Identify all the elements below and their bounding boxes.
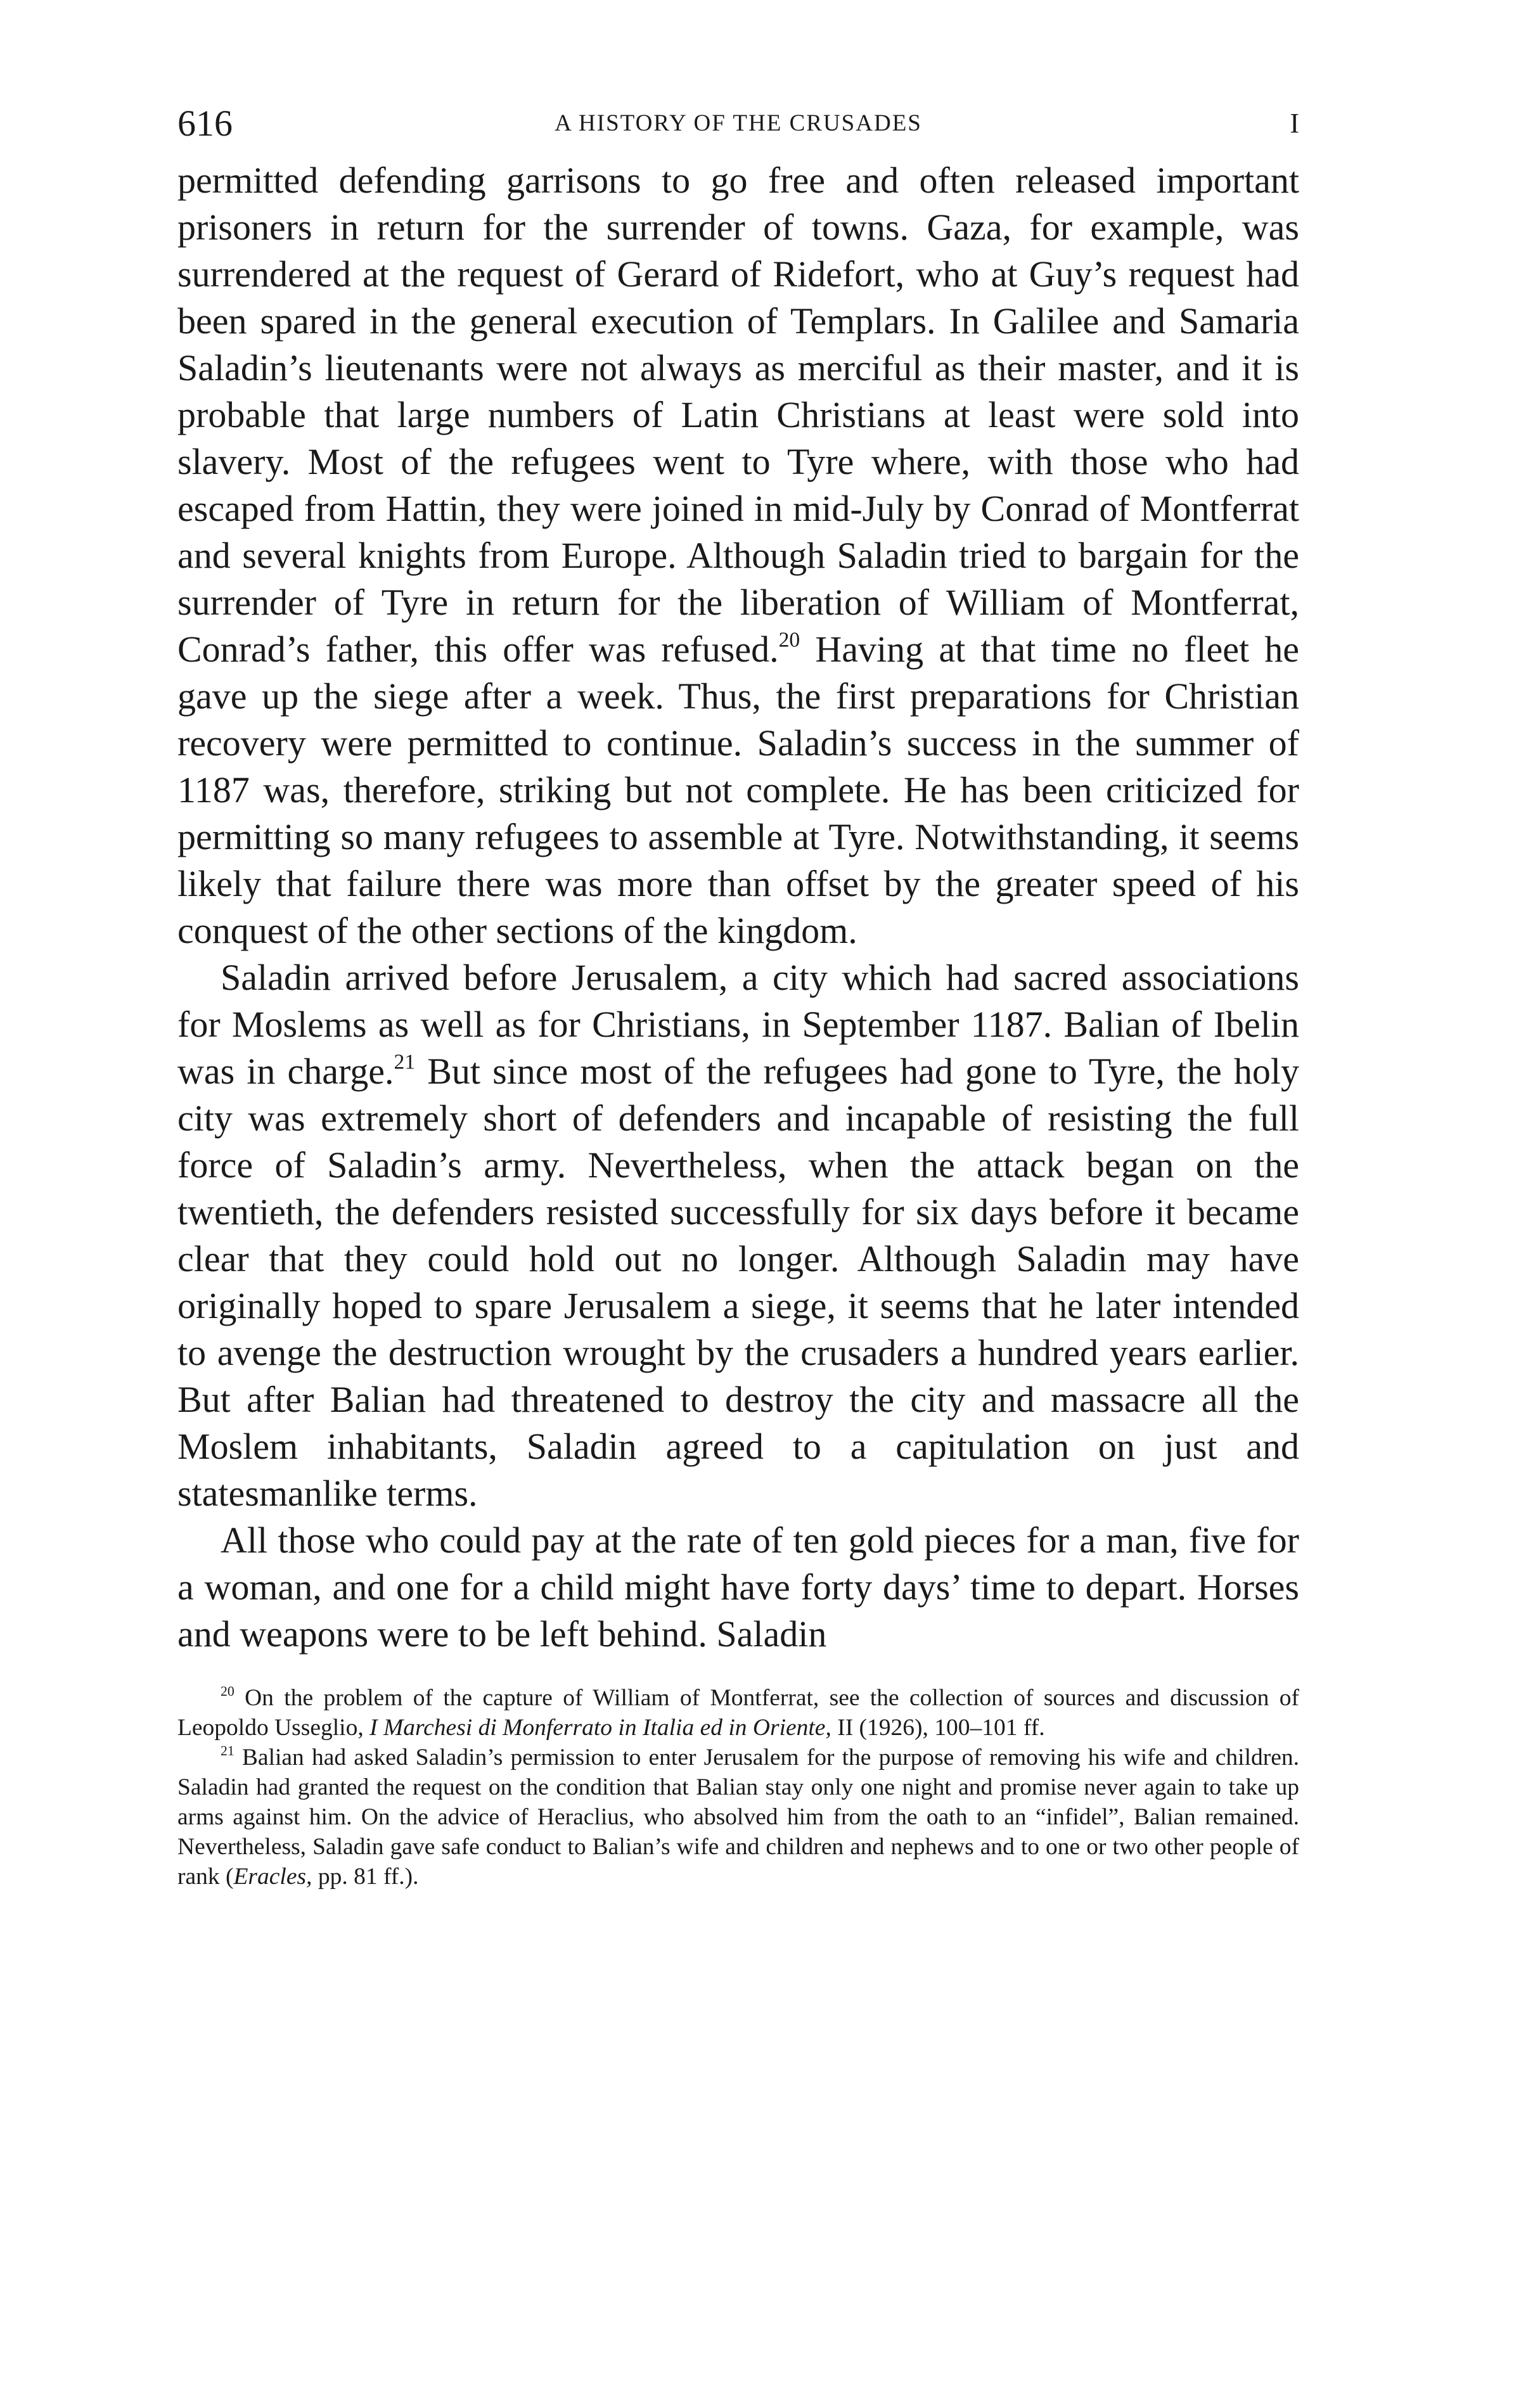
footnote-20-title: I Marchesi di Monferrato in Italia ed in Oriente, — [369, 1715, 831, 1741]
paragraph-1 — [177, 157, 1299, 954]
paragraph-3-text: All those who could pay at the rate of ten gold pieces for a man, five for a woman, and one for a child might have forty days’ time to depart. Horses and weapons were to be left behind. Saladin — [177, 1520, 1299, 1655]
paragraph-2 — [177, 954, 1299, 1517]
footnote-ref-21: 21 — [394, 1050, 416, 1074]
footnote-ref-20: 20 — [778, 628, 800, 652]
footnote-21 — [177, 1743, 1299, 1892]
footnotes — [177, 1683, 1299, 1892]
paragraph-2-text-b: But since most of the refugees had gone to Tyre, the holy city was extremely short of defenders and incapable of resisting the full force of Saladin’s army. Nevertheless, when the attack began on the twentieth, the defenders resisted successfully for six days before it became clear that they could hold out no longer. Although Saladin may have originally hoped to spare Jerusalem a siege, it seems that he later intended to avenge the destruction wrought by the crusaders a hundred years earlier. But after Balian had threatened to destroy the city and massacre all the Moslem inhabitants, Saladin agreed to a capitulation on just and statesmanlike terms. — [177, 1051, 1300, 1514]
running-head — [177, 95, 1299, 152]
running-title: A HISTORY OF THE CRUSADES — [555, 110, 922, 136]
book-page — [177, 95, 1299, 1892]
paragraph-1-text-a: permitted defending garrisons to go free and often released important prisoners in return for the surrender of towns. Gaza, for example, was surrendered at the request of Gerard of Ridefort, who at Guy’s request had been spared in the general execution of Templars. In Galilee and Samaria Saladin’s lieutenants were not always as merciful as their master, and it is probable that large numbers of Latin Christians at least were sold into slavery. Most of the refugees went to Tyre where, with those who had escaped from Hattin, they were joined in mid-July by Conrad of Montferrat and several knights from Europe. Although Saladin tried to bargain for the surrender of Tyre in return for the liberation of William of Montferrat, Conrad’s father, this offer was refused. — [177, 160, 1299, 670]
footnote-21-title: Eracles, — [233, 1864, 312, 1890]
page-number: 616 — [177, 103, 233, 144]
footnote-20 — [177, 1683, 1299, 1743]
body-text — [177, 157, 1299, 1658]
chapter-number: I — [1290, 108, 1299, 139]
paragraph-1-text-b: Having at that time no fleet he gave up the siege after a week. Thus, the first preparations for Christian recovery were permitted to continue. Saladin’s success in the summer of 1187 was, therefore, striking but not complete. He has been criticized for permitting so many refugees to assemble at Tyre. Notwithstanding, it seems likely that failure there was more than offset by the greater speed of his conquest of the other sections of the kingdom. — [177, 629, 1299, 951]
footnote-20-text-a: On the problem of the capture of William of Montferrat, see the collection of sources and discussion of Leopoldo Usseglio, — [177, 1685, 1299, 1741]
paragraph-2-text-a: Saladin arrived before Jerusalem, a city which had sacred associations for Moslems as well as for Christians, in September 1187. Balian of Ibelin was in charge. — [177, 957, 1299, 1092]
paragraph-3 — [177, 1517, 1299, 1658]
footnote-21-text-b: pp. 81 ff.). — [312, 1864, 419, 1890]
footnote-21-text-a: Balian had asked Saladin’s permission to enter Jerusalem for the purpose of removing his wife and children. Saladin had granted the request on the condition that Balian stay only one night and promise never again to take up arms against him. On the advice of Heraclius, who absolved him from the oath to an “infidel”, Balian remained. Nevertheless, Saladin gave safe conduct to Balian’s wife and children and nephews and to one or two other people of rank ( — [177, 1745, 1299, 1890]
footnote-21-number: 21 — [221, 1743, 234, 1758]
footnote-20-text-b: II (1926), 100–101 ff. — [831, 1715, 1045, 1741]
footnote-20-number: 20 — [221, 1683, 234, 1699]
